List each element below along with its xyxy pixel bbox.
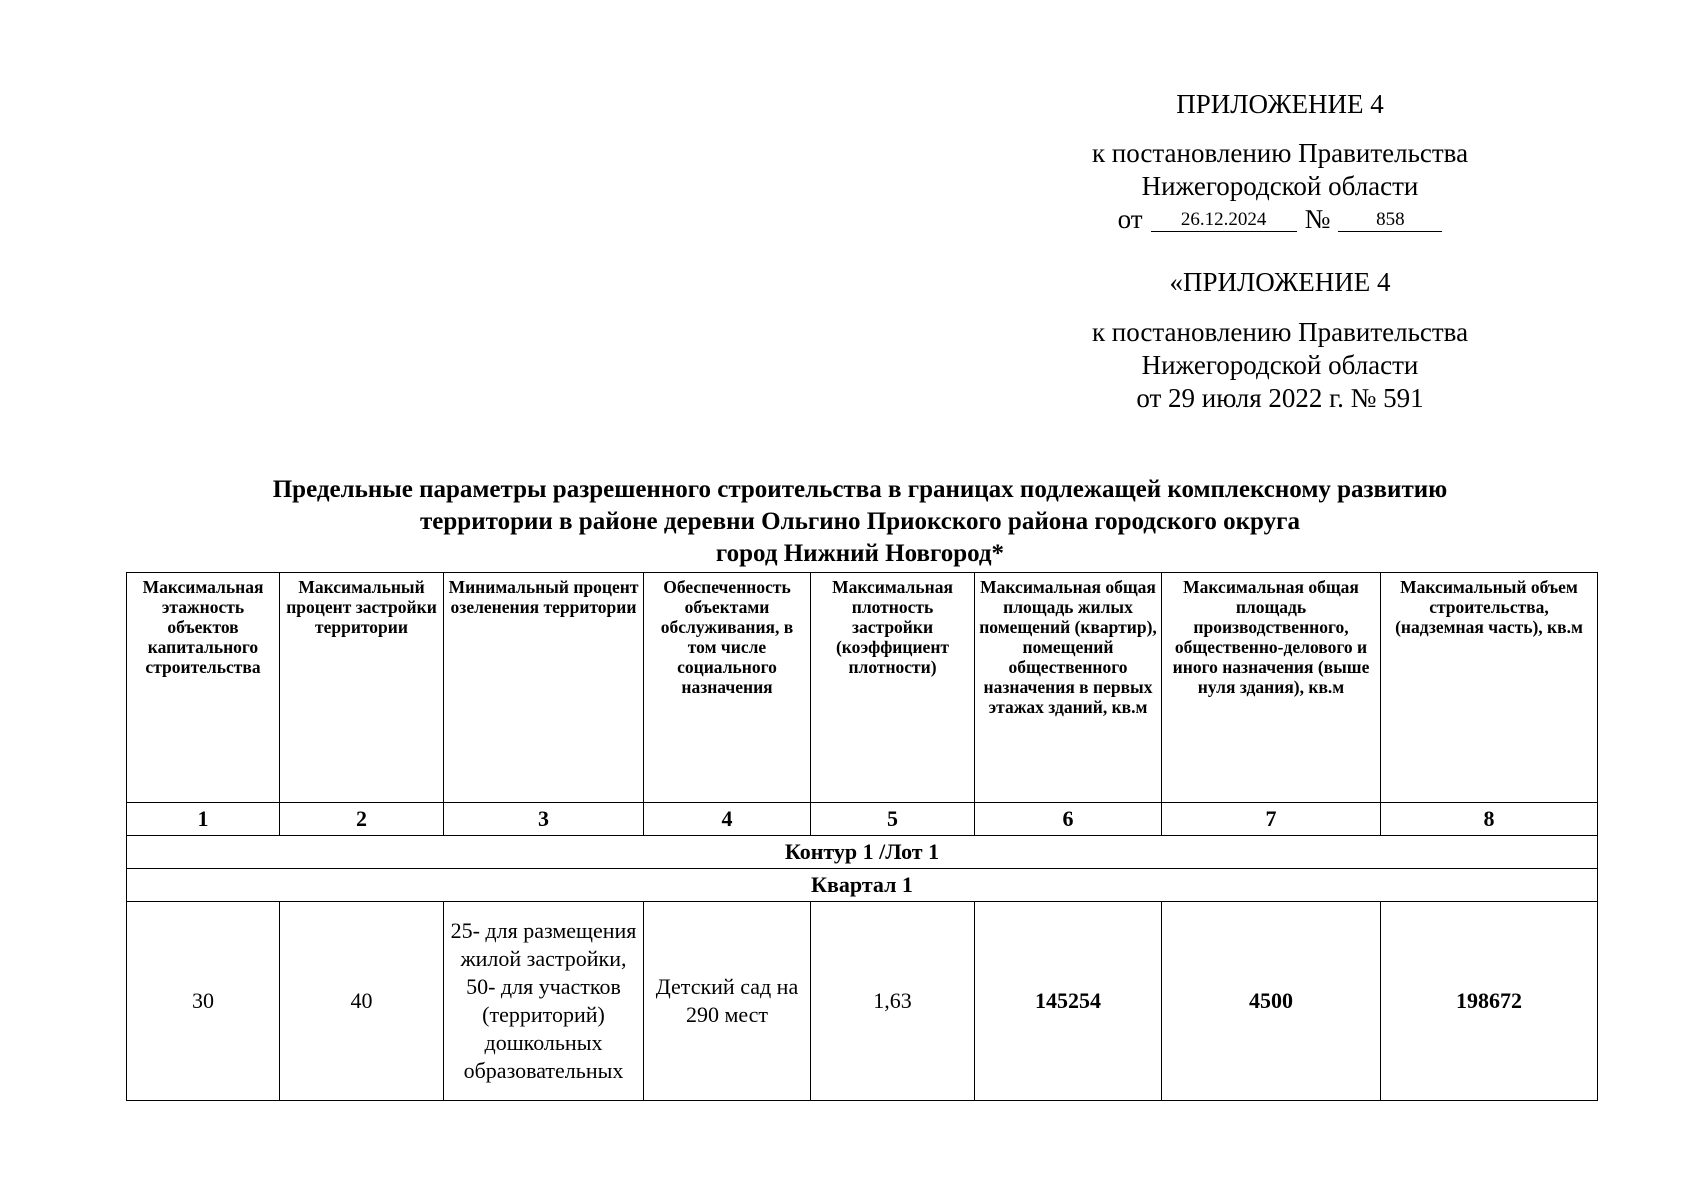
number-sign: № [1304, 204, 1331, 234]
cell-max-building-percent: 40 [280, 902, 444, 1101]
original-reference-line3: от 29 июля 2022 г. № 591 [1136, 383, 1424, 413]
decree-date: 26.12.2024 [1151, 209, 1297, 232]
decree-number: 858 [1338, 209, 1442, 232]
header-max-building-percent: Максимальный процент застройки территории [280, 573, 444, 803]
column-number: 6 [975, 803, 1162, 836]
cell-min-greening-text: 25- для размещения жилой застройки, 50- для участков (территорий) дошкольных образовательных [450, 918, 637, 1083]
cell-max-residential-area: 145254 [975, 902, 1162, 1101]
header-min-greening-percent: Минимальный процент озеленения территории [444, 573, 644, 803]
original-annex-title-text: «ПРИЛОЖЕНИЕ 4 [1169, 267, 1391, 297]
header-max-nonresidential-area: Максимальная общая площадь производственного, общественно-делового и иного назначения (выше нуля здания), кв.м [1162, 573, 1381, 803]
header-max-construction-volume: Максимальный объем строительства, (надземная часть), кв.м [1381, 573, 1598, 803]
column-number: 8 [1381, 803, 1598, 836]
cell-min-greening-percent [444, 902, 644, 1101]
original-annex-title [1040, 266, 1520, 299]
column-number: 1 [127, 803, 280, 836]
document-title-line2: территории в районе деревни Ольгино Приокского района городского округа [420, 508, 1300, 535]
table-header-row [127, 573, 1598, 803]
annex-title [1040, 88, 1520, 121]
cell-max-nonresidential-area: 4500 [1162, 902, 1381, 1101]
from-label: от [1117, 204, 1143, 234]
annex-reference-line1: к постановлению Правительства [1091, 138, 1469, 168]
original-annex-reference [1040, 316, 1520, 415]
section-quarter-row [127, 869, 1598, 902]
column-number: 4 [644, 803, 811, 836]
column-number: 2 [280, 803, 444, 836]
section-quarter-label: Квартал 1 [127, 869, 1598, 902]
cell-max-construction-volume: 198672 [1381, 902, 1598, 1101]
cell-service-provision: Детский сад на 290 мест [644, 902, 811, 1101]
cell-max-floors: 30 [127, 902, 280, 1101]
section-contour-label: Контур 1 /Лот 1 [127, 836, 1598, 869]
section-contour-row [127, 836, 1598, 869]
table-row [127, 902, 1598, 1101]
parameters-table [126, 572, 1598, 1101]
annex-title-text: ПРИЛОЖЕНИЕ 4 [1176, 89, 1384, 119]
column-number-row [127, 803, 1598, 836]
annex-reference-line2: Нижегородской области [1141, 171, 1419, 201]
cell-max-density: 1,63 [811, 902, 975, 1101]
header-max-residential-area: Максимальная общая площадь жилых помещений (квартир), помещений общественного назначения в первых этажах зданий, кв.м [975, 573, 1162, 803]
document-title-line3: город Нижний Новгород* [715, 540, 1005, 567]
column-number: 7 [1162, 803, 1381, 836]
column-number: 3 [444, 803, 644, 836]
document-title-line1: Предельные параметры разрешенного строительства в границах подлежащей комплексному развитию [272, 476, 1448, 503]
annex-reference [1040, 137, 1520, 236]
annex-date-line [1040, 203, 1520, 236]
original-reference-line2: Нижегородской области [1141, 350, 1419, 380]
document-title [140, 474, 1580, 570]
original-reference-line1: к постановлению Правительства [1091, 317, 1469, 347]
header-max-density: Максимальная плотность застройки (коэффициент плотности) [811, 573, 975, 803]
header-max-floors: Максимальная этажность объектов капитального строительства [127, 573, 280, 803]
header-service-provision: Обеспеченность объектами обслуживания, в том числе социального назначения [644, 573, 811, 803]
column-number: 5 [811, 803, 975, 836]
